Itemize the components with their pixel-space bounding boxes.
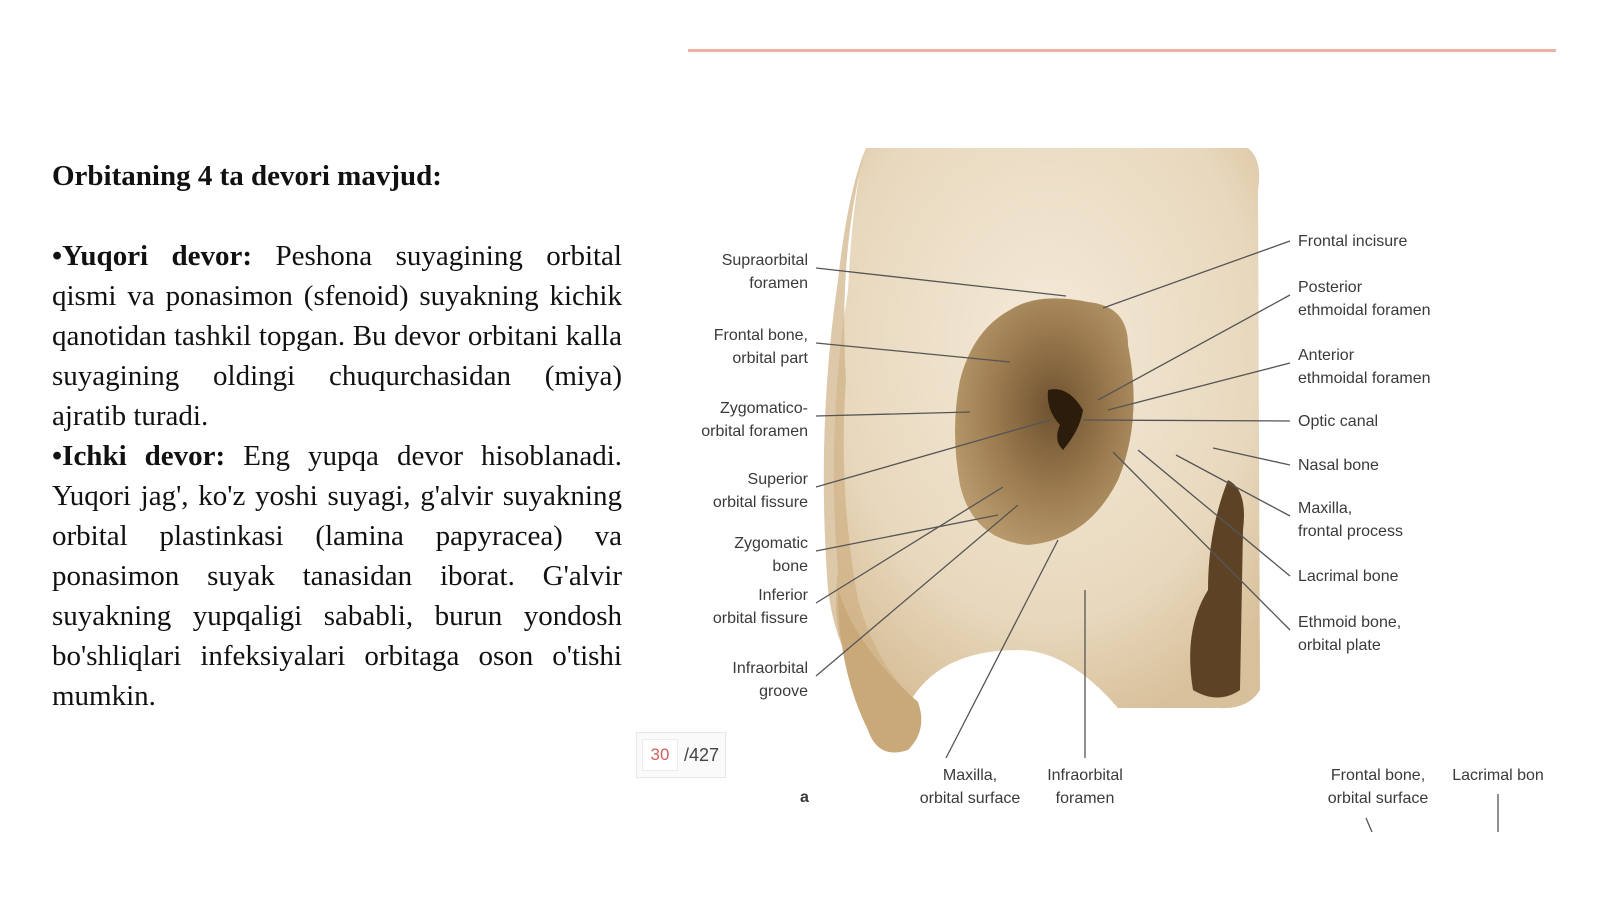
- left-label: [713, 471, 809, 511]
- panel-letter: a: [800, 789, 809, 806]
- right-label: [1298, 614, 1401, 654]
- total-pages: /427: [684, 744, 720, 765]
- right-label: [1298, 233, 1407, 250]
- label-line: ethmoidal foramen: [1298, 302, 1431, 319]
- label-line: Optic canal: [1298, 413, 1379, 430]
- label-line: ethmoidal foramen: [1298, 370, 1431, 387]
- bottom-label: [920, 767, 1021, 807]
- right-label: [1298, 347, 1431, 387]
- label-line: Frontal incisure: [1298, 233, 1408, 250]
- top-divider-line: [688, 49, 1556, 52]
- label-line: orbital fissure: [712, 610, 808, 627]
- label-line: bone: [772, 558, 808, 575]
- right-label: [1298, 279, 1431, 319]
- label-line: Nasal bone: [1298, 457, 1379, 474]
- current-page-input[interactable]: 30: [642, 739, 678, 771]
- left-label: [732, 660, 808, 700]
- label-line: Ethmoid bone,: [1298, 614, 1402, 631]
- left-label: [722, 252, 808, 292]
- label-line: foramen: [749, 275, 808, 292]
- label-line: Frontal bone,: [1330, 767, 1426, 784]
- bottom-label: [1047, 767, 1123, 807]
- left-label: [734, 535, 808, 575]
- wall-text: Peshona suyagining orbital qismi va ponasimon (sfenoid) suyakning kichik qanotidan tashkil topgan. Bu devor orbitani kalla suyagining oldingi chuqurchasidan (miya) ajratib turadi.: [52, 240, 622, 432]
- label-line: orbital fissure: [712, 494, 808, 511]
- label-line: orbital foramen: [701, 423, 808, 440]
- label-line: Maxilla,: [1298, 500, 1353, 517]
- slide-heading: Orbitaning 4 ta devori mavjud:: [52, 160, 442, 192]
- right-label: [1298, 413, 1378, 430]
- label-line: Maxilla,: [942, 767, 998, 784]
- label-line: Infraorbital: [732, 660, 808, 677]
- wall-paragraph-medial: [52, 436, 622, 716]
- label-line: Zygomatic: [734, 535, 808, 552]
- label-line: Superior: [747, 471, 808, 488]
- label-line: Supraorbital: [721, 252, 808, 269]
- left-label: [713, 587, 809, 627]
- leader-line: [1366, 818, 1372, 832]
- label-line: Lacrimal bon: [1452, 767, 1544, 784]
- right-label: [1298, 568, 1399, 585]
- label-line: Inferior: [758, 587, 808, 604]
- label-line: Frontal bone,: [713, 327, 808, 344]
- left-label: [701, 400, 808, 440]
- label-line: foramen: [1055, 790, 1115, 807]
- bottom-label: [1328, 767, 1429, 807]
- text-panel: [52, 156, 622, 716]
- wall-text: Eng yupqa devor hisoblanadi. Yuqori jag', ko'z yoshi suyagi, g'alvir suyakning orbital plastinkasi (lamina papyracea) va ponasimon suyak tanasidan iborat. G'alvir suyakning yupqaligi sababli, burun yondosh bo'shliqlari infeksiyalari orbitaga oson o'tishi mumkin.: [52, 440, 622, 712]
- label-line: orbital surface: [919, 790, 1021, 807]
- label-line: Infraorbital: [1047, 767, 1123, 784]
- label-line: frontal process: [1298, 523, 1403, 540]
- bottom-label: [1452, 767, 1544, 784]
- wall-title: •Yuqori devor:: [52, 240, 253, 272]
- label-line: orbital plate: [1298, 637, 1381, 654]
- right-label: [1298, 457, 1379, 474]
- orbit-illustration: [688, 130, 1568, 850]
- label-line: orbital part: [732, 350, 808, 367]
- label-line: Posterior: [1298, 279, 1363, 296]
- orbit-anatomy-figure: [688, 130, 1568, 850]
- label-line: Anterior: [1298, 347, 1355, 364]
- right-label: [1298, 500, 1403, 540]
- left-label: [714, 327, 809, 367]
- label-line: Lacrimal bone: [1298, 568, 1399, 585]
- wall-title: •Ichki devor:: [52, 440, 226, 472]
- wall-paragraph-upper: [52, 236, 622, 436]
- label-line: Zygomatico-: [719, 400, 808, 417]
- label-line: groove: [759, 683, 808, 700]
- label-line: orbital surface: [1327, 790, 1429, 807]
